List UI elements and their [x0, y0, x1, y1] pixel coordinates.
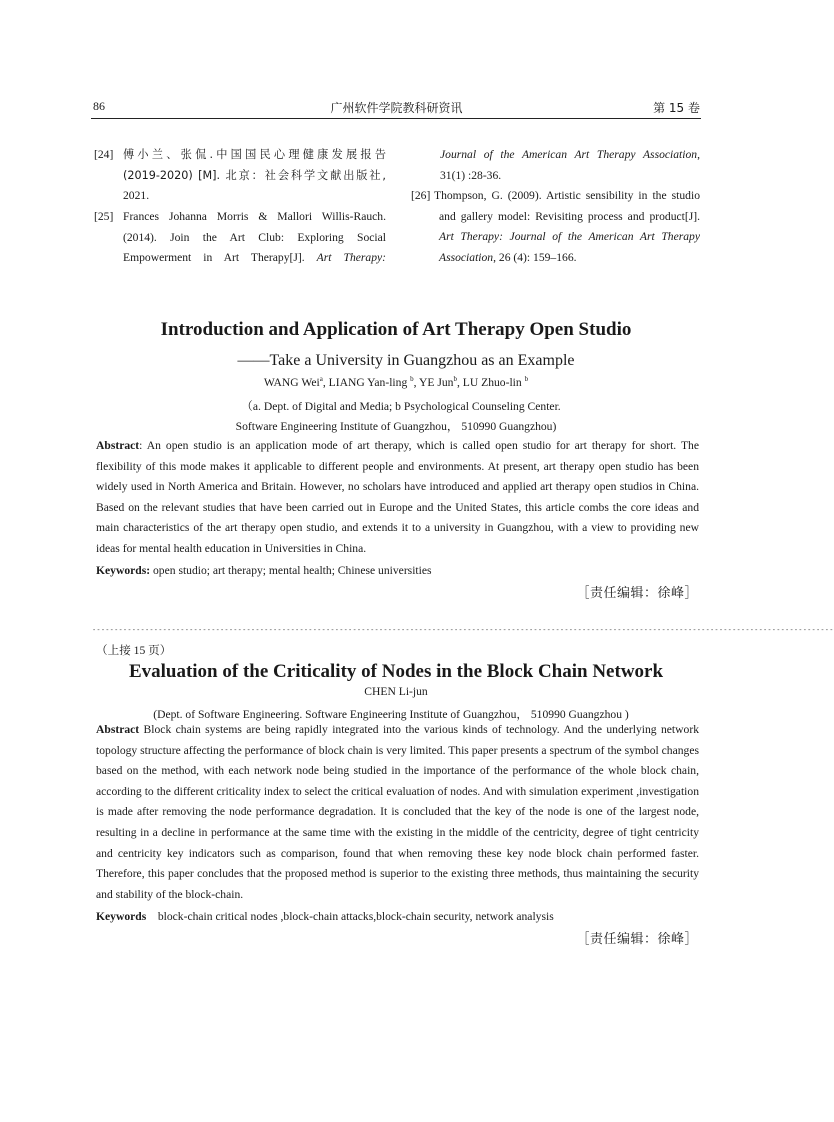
keywords-text: open studio; art therapy; mental health; Chinese universities: [150, 564, 432, 577]
article1-affiliation: （a. Dept. of Digital and Media; b Psychological Counseling Center.: [241, 400, 561, 413]
reference-number: [25]: [94, 210, 114, 223]
article2-keywords: [96, 907, 699, 928]
keywords-label: Keywords:: [96, 564, 151, 577]
continued-note: （上接 15 页）: [96, 644, 172, 657]
article2-editor: ［责任编辑：徐峰］: [576, 932, 698, 947]
header-rule: [91, 118, 701, 119]
reference-line: Empowerment in Art Therapy[J].: [123, 251, 317, 264]
reference-line: and gallery model: Revisiting process and product[J].: [439, 209, 700, 223]
article1-keywords: [96, 561, 699, 582]
reference-line: 31(1) :28-36.: [440, 168, 502, 182]
reference-line: Thompson, G. (2009). Artistic sensibility in the studio: [434, 189, 700, 202]
reference-line: (2019-2020) [M]. 北京：社会科学文献出版社,: [123, 168, 386, 182]
article1-authors: WANG Wei$^a$, LIANG Yan-ling $^b$, YE Jun$^b$, LU Zhuo-lin $^b$: [263, 375, 529, 389]
page-number: 86: [93, 99, 105, 113]
reference-25: [94, 207, 386, 269]
article2-title: Evaluation of the Criticality of Nodes in the Block Chain Network: [128, 661, 664, 682]
reference-italic: Journal of the American Art Therapy Association: [440, 148, 698, 161]
article2-affiliation: (Dept. of Software Engineering. Software Engineering Institute of Guangzhou， 510990 Guangzhou ): [153, 708, 629, 721]
reference-line: 2021.: [123, 189, 150, 202]
article1-affiliation-line2: Software Engineering Institute of Guangzhou， 510990 Guangzhou): [235, 420, 557, 433]
reference-line: Frances Johanna Morris & Mallori Willis-Rauch.: [123, 210, 386, 223]
reference-number: [24]: [94, 148, 114, 161]
journal-name: 广州软件学院教科研资讯: [330, 101, 463, 115]
reference-italic: Art Therapy:: [316, 251, 386, 264]
keywords-text: block-chain critical nodes ,block-chain attacks,block-chain security, network analysis: [146, 910, 554, 923]
article1-editor: ［责任编辑：徐峰］: [576, 586, 698, 601]
abstract-text: : An open studio is an application mode of art therapy, which is called open studio for art therapy for short. The flexibility of this mode makes it applicable to different people and environments. At present, art therapy open studio has been widely used in North America and Britain. However, no scholars have introduced and applied art therapy open studios in China. Based on the relevant studies that have been carried out in Europe and the United States, this article combs the core ideas and main characteristics of the art therapy open studio, and extends it to a university in Guangzhou, with a view to providing new ideas for mental health education in Universities in China.: [96, 439, 699, 555]
reference-24: [94, 145, 386, 207]
article1-abstract: [96, 436, 699, 560]
reference-line: (2014). Join the Art Club: Exploring Social: [123, 230, 386, 244]
reference-line: 傅小兰、张侃.中国国民心理健康发展报告: [123, 148, 386, 161]
reference-number: [26]: [411, 189, 431, 202]
article2-abstract: [96, 720, 699, 905]
volume-label: 第 15 卷: [653, 101, 700, 115]
article1-subtitle: ——Take a University in Guangzhou as an Example: [237, 352, 575, 369]
article1-title: Introduction and Application of Art Therapy Open Studio: [160, 319, 632, 340]
reference-26: [26] Thompson, G. (2009). Artistic sensibility in the studio and gallery model: Revisiting process and product[J]. Art Therapy: Journal of the American Art Therapy Association, 26 (4): 159–166.: [411, 186, 700, 268]
abstract-label: Abstract: [96, 723, 140, 736]
reference-italic: Art Therapy: Journal of the American Art Therapy: [439, 230, 700, 243]
abstract-label: Abstract: [96, 439, 140, 452]
reference-25-continued: Journal of the American Art Therapy Association, 31(1) :28-36.: [411, 145, 700, 186]
keywords-label: Keywords: [96, 910, 147, 923]
article2-author: CHEN Li-jun: [364, 685, 428, 698]
abstract-text: Block chain systems are being rapidly integrated into the various kinds of technology. And the underlying network topology structure affecting the performance of block chain is very limited. This paper presents a spectrum of the symbol changes based on the method, with each network node being studied in the importance of the performance of the whole block chain, according to the different criticality index to select the critical evaluation of nodes. And with simulation experiment ,investigation is made after removing the node performance degradation. It is concluded that the key of the node is one of the largest node, resulting in a decline in performance at the same time with the existing in the middle of the centricity, degree of tight centricity and centricity key indicators such as comparison, found that when removing these key node block chain performed faster. Therefore, this paper concludes that the proposed method is superior to the existing three methods, thus maintaining the security and stability of the block-chain.: [96, 723, 699, 901]
section-divider: ------------------------------------------------------------------------------------------------------------------------------------------------------------------------: [92, 626, 834, 634]
